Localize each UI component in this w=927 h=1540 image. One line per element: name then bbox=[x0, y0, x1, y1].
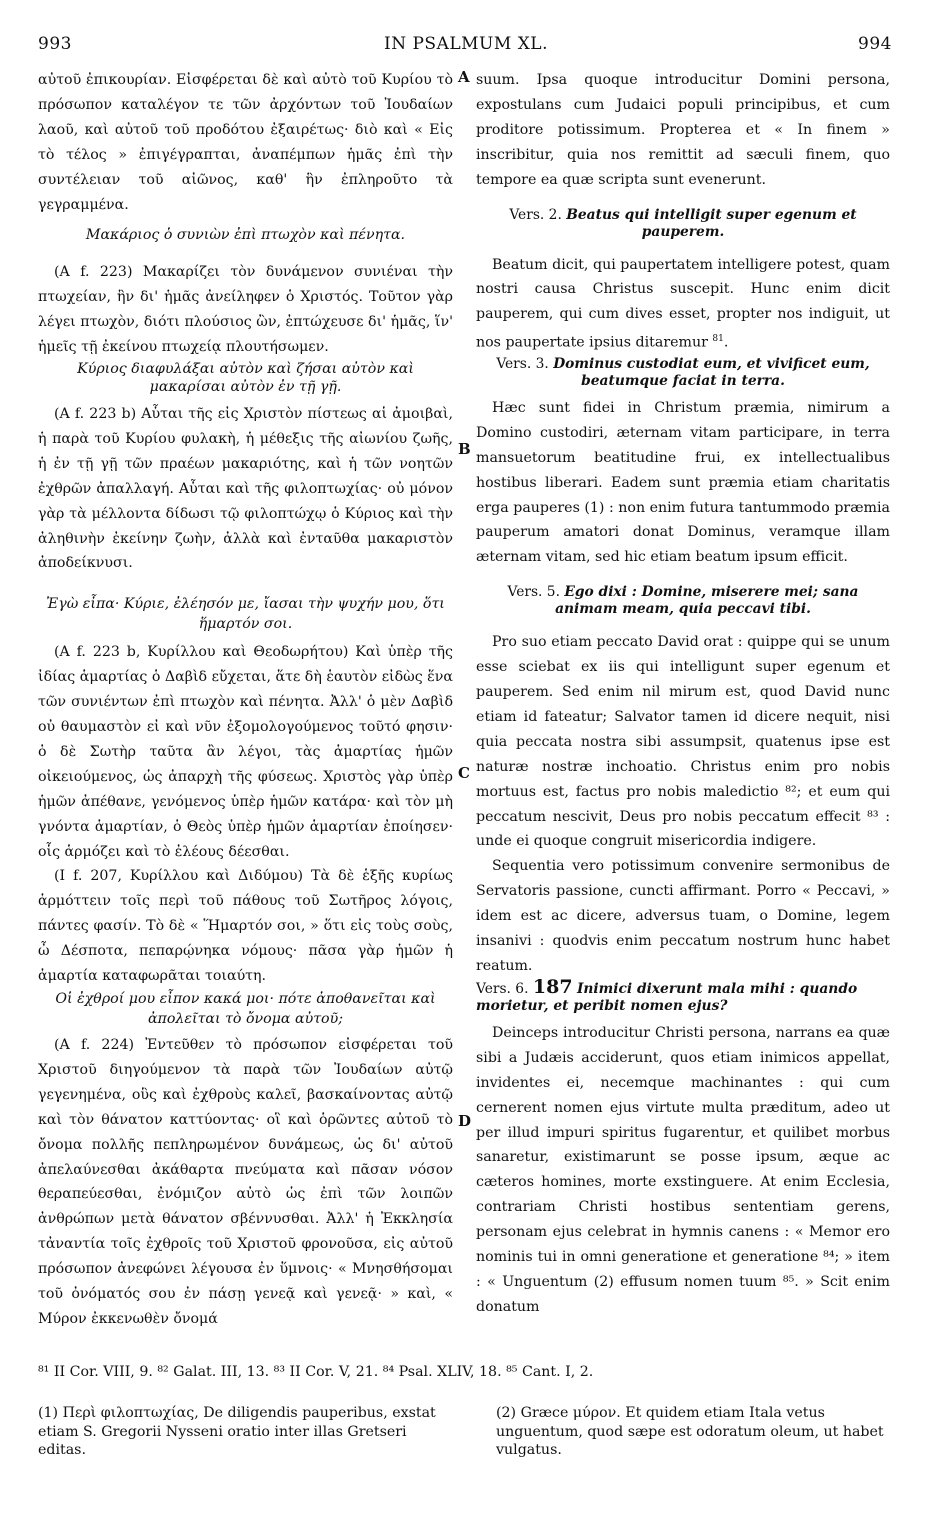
verse-label: Vers. 2. bbox=[509, 206, 562, 223]
latin-paragraph: Pro suo etiam peccato David orat : quippe qui se unum esse sciebat ex iis qui intelligunt super egenum et pauperem. Sed enim nil mirum est, quod David nunc etiam id fateatur; Salvator tamen id dicere nequit, nisi quia peccata nostra sibi assumpsit, quatenus ipse est naturæ nostræ inchoatio. Christus enim pro nobis mortuus est, factus pro nobis maledictio ⁸²; et eum qui peccatum nescivit, Deus pro nobis peccatum effecit ⁸³ : unde ei quoque congruit misericordia indigere. bbox=[476, 634, 890, 850]
latin-paragraph: Sequentia vero potissimum convenire sermonibus de Servatoris passione, cuncti affirmant. Porro « Peccavi, » idem est ac dicere, adversus tuam, o Domine, legem insanivi : quodvis enim peccatum nostrum hunc habet reatum. bbox=[476, 858, 890, 975]
greek-verse-heading: Κύριος διαφυλάξαι αὐτὸν καὶ ζήσαι αὐτὸν καὶ μακαρίσαι αὐτὸν ἐν τῇ γῇ. bbox=[77, 360, 414, 395]
footnote-2: (2) Græce μύρον. Et quidem etiam Itala vetus unguentum, quod sæpe est odoratum oleum, ut habet vulgatus. bbox=[496, 1405, 884, 1458]
greek-paragraph: (A f. 223 b) Αὗται τῆς εἰς Χριστὸν πίστεως αἱ ἀμοιβαὶ, ἡ παρὰ τοῦ Κυρίου φυλακὴ, ἡ μέθεξις τῆς αἰωνίου ζωῆς, ἡ ἐν τῇ γῇ τῶν πραέων μακαριότης, καὶ ἡ τῶν νοητῶν ἐχθρῶν ἀπαλλαγή. Αὗται καὶ τῆς φιλοπτωχίας· οὐ μόνον γὰρ τὰ μέλλοντα δίδωσι τῷ φιλοπτώχῳ ὁ Κύριος καὶ τὴν ἀληθινὴν ἐκείνην ζωὴν, ἀλλὰ καὶ ἐνταῦθα μακαριστὸν ἀποδείκνυσι. bbox=[38, 405, 453, 572]
scripture-references: ⁸¹ II Cor. VIII, 9. ⁸² Galat. III, 13. ⁸³ II Cor. V, 21. ⁸⁴ Psal. XLIV, 18. ⁸⁵ Cant. I, 2. bbox=[38, 1364, 594, 1380]
latin-column bbox=[476, 68, 890, 1320]
greek-paragraph: (A f. 223 b, Κυρίλλου καὶ Θεοδωρήτου) Καὶ ὑπὲρ τῆς ἰδίας ἁμαρτίας ὁ Δαβὶδ εὔχεται, ἅτε δὴ ἑαυτὸν εἰδὼς ἕνα τῶν συνιέντων ἐπὶ πτωχὸν καὶ πένητα. Ἀλλ' ὁ μὲν Δαβὶδ οὐ θαυμαστὸν εἰ καὶ νῦν ἐξομολογούμενος τοῦτό φησιν· ὁ δὲ Σωτὴρ ταῦτα ἂν λέγοι, τὰς ἁμαρτίας ἡμῶν οἰκειούμενος, ὡς ἀπαρχὴ τῆς φύσεως. Χριστὸς γὰρ ὑπὲρ ἡμῶν ἀπέθανε, γενόμενος ὑπὲρ ἡμῶν κατάρα· καὶ τὸν μὴ γνόντα ἁμαρτίαν, ὁ Θεὸς ὑπὲρ ἡμῶν ἁμαρτίαν ἐποίησεν· οἷς ἁρμόζει καὶ τὸ ἐλέους δέεσθαι. bbox=[38, 644, 453, 860]
latin-paragraph: suum. Ipsa quoque introducitur Domini persona, expostulans cum Judaici populi principibus, et cum proditore potissimum. Propterea et « In finem » inscribitur, quia nos remittit ad sæculi finem, quo tempore ea quæ scripta sunt evenerunt. bbox=[476, 72, 890, 188]
greek-paragraph: αὐτοῦ ἐπικουρίαν. Εἰσφέρεται δὲ καὶ αὐτὸ τοῦ Κυρίου τὸ πρόσωπον καταλέγον τε τῶν ἀρχόντων τοῦ Ἰουδαίων λαοῦ, καὶ αὐτοῦ τοῦ προδότου ἐξαιρέτως· διὸ καὶ « Εἰς τὸ τέλος » ἐπιγέγραπται, ἀναπέμπων ἡμᾶς ἐπὶ τὴν συντέλειαν τοῦ αἰῶνος, καθ' ἣν ἐπληροῦτο τὰ γεγραμμένα. bbox=[38, 72, 453, 213]
reference-marker: 81 bbox=[712, 334, 724, 345]
column-number: 187 bbox=[532, 975, 573, 998]
verse-text: Beatus qui intelligit super egenum et pauperem. bbox=[566, 206, 857, 240]
margin-letter-c: C bbox=[458, 764, 470, 782]
latin-verse-heading bbox=[476, 584, 890, 618]
margin-letter-d: D bbox=[458, 1112, 472, 1130]
running-title: IN PSALMUM XL. bbox=[384, 34, 548, 54]
footnote-1: (1) Περὶ φιλοπτωχίας, De diligendis pauperibus, exstat etiam S. Gregorii Nysseni oratio inter illas Gretseri editas. bbox=[38, 1405, 436, 1458]
margin-letter-b: B bbox=[458, 440, 471, 458]
latin-paragraph: Deinceps introducitur Christi persona, narrans ea quæ sibi a Judæis acciderunt, quos etiam inimicos appellat, invidentes ei, necemque machinantes : qui cum cernerent nomen ejus virtute multa præditum, adeo ut per illud impuri spiritus fugarentur, et quilibet morbus sanaretur, existimarunt se posse ipsum, æque ac cæteros homines, morte exstinguere. At enim Ecclesia, contrariam Christi hostibus sententiam gerens, personam ejus celebrat in hymnis canens : « Memor ero nominis tui in omni generatione et generatione ⁸⁴; » item : « Unguentum (2) effusum nomen tuum ⁸⁵. » Scit enim donatum bbox=[476, 1024, 890, 1315]
latin-verse-heading bbox=[476, 356, 890, 390]
latin-paragraph: Beatum dicit, qui paupertatem intelligere potest, quam nostri causa Christus suscepit. Hunc enim dicit pauperem, qui cum dives esset, propter nos indiguit, ut nos paupertate ipsius ditaremur $^{81}$. bbox=[476, 256, 890, 351]
margin-letter-a: A bbox=[458, 68, 470, 86]
greek-paragraph: (A f. 224) Ἐντεῦθεν τὸ πρόσωπον εἰσφέρεται τοῦ Χριστοῦ διηγούμενον τὰ παρὰ τῶν Ἰουδαίων αὐτῷ γεγενημένα, οὓς καὶ ἐχθροὺς καλεῖ, βασκαίνοντας αὐτῷ καὶ τὸν θάνατον καττύοντας· οἳ καὶ ὁρῶντες αὐτοῦ τὸ ὄνομα πολλῆς πεπληρωμένον δυνάμεως, ὡς δι' αὐτοῦ ἀπελαύνεσθαι ἀκάθαρτα πνεύματα καὶ πᾶσαν νόσον θεραπεύεσθαι, ἐνόμιζον αὐτὸ ὡς ἐπὶ τῶν λοιπῶν ἀνθρώπων μετὰ θάνατον σβέννυσθαι. Ἀλλ' ἡ Ἐκκλησία τἀναντία τοῖς ἐχθροῖς τοῦ Χριστοῦ φρονοῦσα, εἰς αὐτοῦ πρόσωπον ἀνεφώνει λέγουσα ἐν ὕμνοις· « Μνησθήσομαι τοῦ ὀνόματός σου ἐν πάσῃ γενεᾷ καὶ γενεᾷ· » καὶ, « Μύρον ἐκκενωθὲν ὄνομά bbox=[38, 1037, 453, 1327]
greek-verse-heading: Ἐγὼ εἶπα· Κύριε, ἐλέησόν με, ἴασαι τὴν ψυχήν μου, ὅτι ἥμαρτόν σοι. bbox=[46, 596, 445, 633]
verse-text: Dominus custodiat eum, et vivificet eum, beatumque faciat in terra. bbox=[553, 355, 870, 389]
latin-verse-heading bbox=[476, 975, 890, 1015]
greek-verse-heading: Οἱ ἐχθροί μου εἶπον κακά μοι· πότε ἀποθανεῖται καὶ ἀπολεῖται τὸ ὄνομα αὐτοῦ; bbox=[55, 991, 436, 1027]
greek-paragraph: (A f. 223) Μακαρίζει τὸν δυνάμενον συνιέναι τὴν πτωχείαν, ἣν δι' ἡμᾶς ἀνείληφεν ὁ Χριστός. Τοῦτον γὰρ λέγει πτωχὸν, διότι πλούσιος ὢν, ἐπτώχευσε δι' ἡμᾶς, ἵν' ἡμεῖς τῇ ἐκείνου πτωχείᾳ πλουτήσωμεν. bbox=[38, 264, 453, 356]
page-number-right: 994 bbox=[858, 34, 892, 54]
verse-text: Ego dixi : Domine, miserere mei; sana animam meam, quia peccavi tibi. bbox=[555, 584, 859, 618]
latin-verse-heading bbox=[476, 207, 890, 241]
verse-text: Inimici dixerunt mala mihi : quando morietur, et peribit nomen ejus? bbox=[476, 980, 858, 1014]
page-number-left: 993 bbox=[38, 34, 72, 54]
paragraph-text: Beatum dicit, qui paupertatem intelligere potest, quam nostri causa Christus suscepit. Hunc enim dicit pauperem, qui cum dives esset, propter nos indiguit, ut nos paupertate ipsius ditaremur bbox=[476, 256, 890, 351]
verse-label: Vers. 5. bbox=[507, 584, 560, 601]
verse-label: Vers. 3. bbox=[496, 355, 549, 372]
greek-column bbox=[38, 68, 453, 1332]
greek-verse-heading: Μακάριος ὁ συνιὼν ἐπὶ πτωχὸν καὶ πένητα. bbox=[85, 227, 406, 244]
latin-paragraph: Hæc sunt fidei in Christum præmia, nimirum a Domino custodiri, æternam vitam participare, in terra mansuetorum beatitudine frui, ex intellectualibus hostibus liberari. Eadem sunt præmia etiam charitatis erga pauperes (1) : non enim futura tantummodo præmia pauperum amatori donat Dominus, veramque illam æternam vitam, sed hic etiam beatum ipsum efficit. bbox=[476, 399, 890, 566]
verse-label: Vers. 6. bbox=[476, 980, 529, 997]
greek-paragraph: (I f. 207, Κυρίλλου καὶ Διδύμου) Τὰ δὲ ἑξῆς κυρίως ἁρμόττειν τοῖς περὶ τοῦ πάθους τοῦ Σωτῆρος λόγοις, πάντες φασίν. Τὸ δὲ « Ἥμαρτόν σοι, » ὅτι εἰς τοὺς σοὺς, ὦ Δέσποτα, πεπαρῴνηκα νόμους· πᾶσα γὰρ ἡμῶν ἡ ἁμαρτία καταφωρᾶται τοιαύτη. bbox=[38, 868, 453, 985]
